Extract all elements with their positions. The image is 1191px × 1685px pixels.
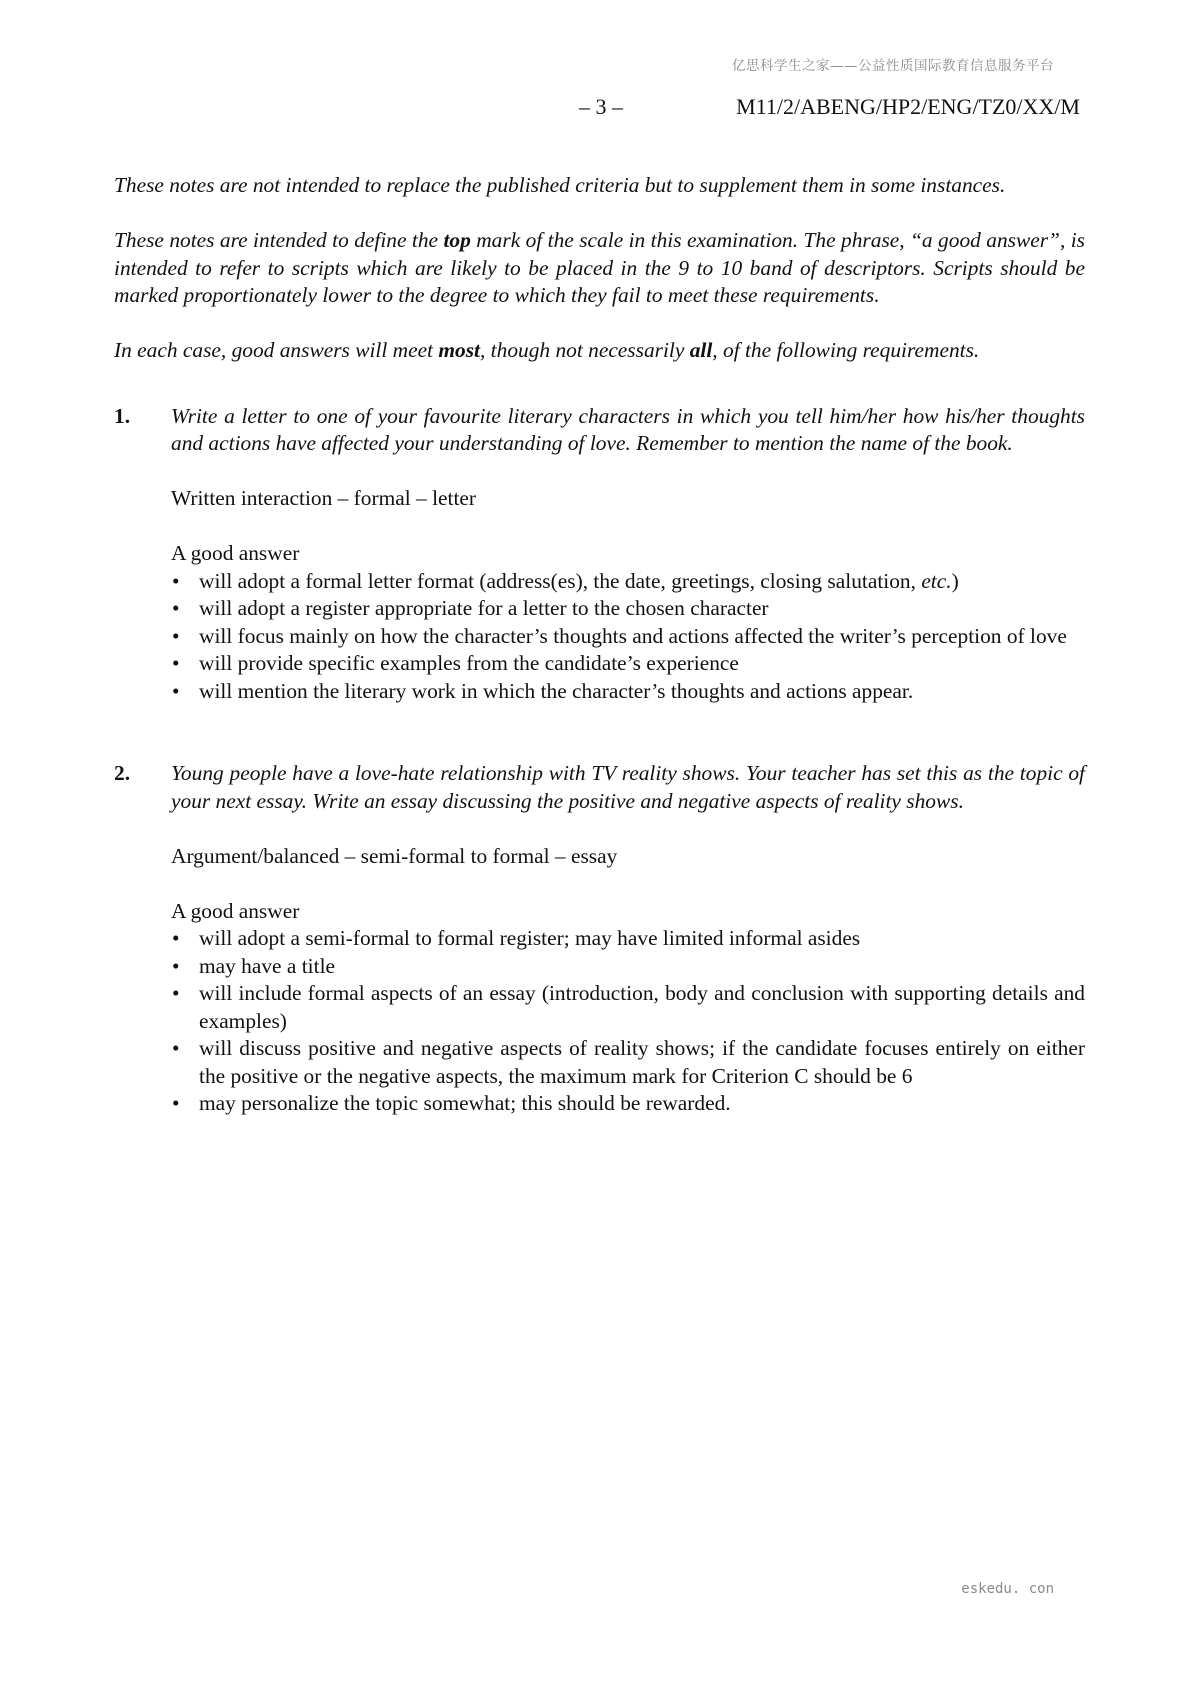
question-prompt: Write a letter to one of your favourite literary characters in which you tell him/her how his/her thoughts and actions have affected your understanding of love. Remember to mention the name of the book. [171, 403, 1085, 455]
intro-p2-text-a: These notes are intended to define the [114, 228, 444, 252]
criteria-item [171, 568, 1085, 596]
page-header [0, 94, 1191, 124]
question-2 [114, 760, 1085, 1118]
question-text-type: Written interaction – formal – letter [171, 486, 477, 510]
intro-p2-text-b: mark of the scale in this examination. The phrase, “a good answer”, is intended to refer to scripts which are likely to be placed in the 9 to 10 band of descriptors. Scripts should be marked proportionately lower to the degree to which they fail to meet these requirements. [114, 228, 1085, 307]
criteria-item: • will adopt a register appropriate for a letter to the chosen character [171, 595, 1085, 623]
criteria-item: • may personalize the topic somewhat; this should be rewarded. [171, 1090, 1085, 1118]
question-number: 1. [114, 403, 131, 428]
good-answer-label: A good answer [171, 898, 300, 923]
question-text-type: Argument/balanced – semi-formal to formal – essay [171, 843, 618, 868]
question-prompt: Young people have a love-hate relationship with TV reality shows. Your teacher has set this as the topic of your next essay. Write an essay discussing the positive and negative aspects of reality shows. [171, 761, 1085, 813]
criteria-item: • will discuss positive and negative aspects of reality shows; if the candidate focuses entirely on either the positive or the negative aspects, the maximum mark for Criterion C should be 6 [171, 1035, 1085, 1090]
intro-p2-bold-top: top [443, 228, 471, 252]
criteria-list [171, 925, 1085, 1118]
watermark-top: 亿思科学生之家——公益性质国际教育信息服务平台 [732, 58, 1054, 74]
criteria-item: • will mention the literary work in which the character’s thoughts and actions appear. [171, 678, 1085, 706]
question-1 [114, 403, 1085, 706]
criteria-item: • will focus mainly on how the character’s thoughts and actions affected the writer’s perception of love [171, 623, 1085, 651]
criteria-list [171, 568, 1085, 706]
criteria-item: • will provide specific examples from the candidate’s experience [171, 650, 1085, 678]
criteria-item: • will include formal aspects of an essay (introduction, body and conclusion with supporting details and examples) [171, 980, 1085, 1035]
question-number: 2. [114, 761, 131, 785]
document-code: M11/2/ABENG/HP2/ENG/TZ0/XX/M [736, 94, 1080, 119]
watermark-bottom: eskedu. con [961, 1581, 1054, 1597]
intro-paragraph-1: These notes are not intended to replace the published criteria but to supplement them in some instances. [114, 173, 1006, 197]
intro-paragraph-3 [114, 337, 1085, 365]
intro-p3-bold-most: most [438, 338, 480, 362]
criteria-text-etc: etc. [921, 568, 952, 593]
criteria-text-post: ) [951, 568, 959, 593]
intro-paragraph-2 [114, 227, 1085, 310]
page-number: – 3 – [579, 94, 623, 119]
intro-p3-text-a: In each case, good answers will meet [114, 338, 439, 362]
page-content [114, 172, 1085, 1118]
question-spacer [114, 705, 1085, 760]
criteria-item: • may have a title [171, 953, 1085, 981]
intro-p3-text-b: , though not necessarily [479, 338, 690, 362]
intro-p3-bold-all: all [689, 338, 713, 362]
good-answer-label: A good answer [171, 541, 300, 565]
criteria-item: • will adopt a semi-formal to formal register; may have limited informal asides [171, 925, 1085, 953]
criteria-text-pre: will adopt a formal letter format (address(es), the date, greetings, closing salutation, [199, 568, 922, 593]
intro-p3-text-c: , of the following requirements. [712, 338, 980, 362]
